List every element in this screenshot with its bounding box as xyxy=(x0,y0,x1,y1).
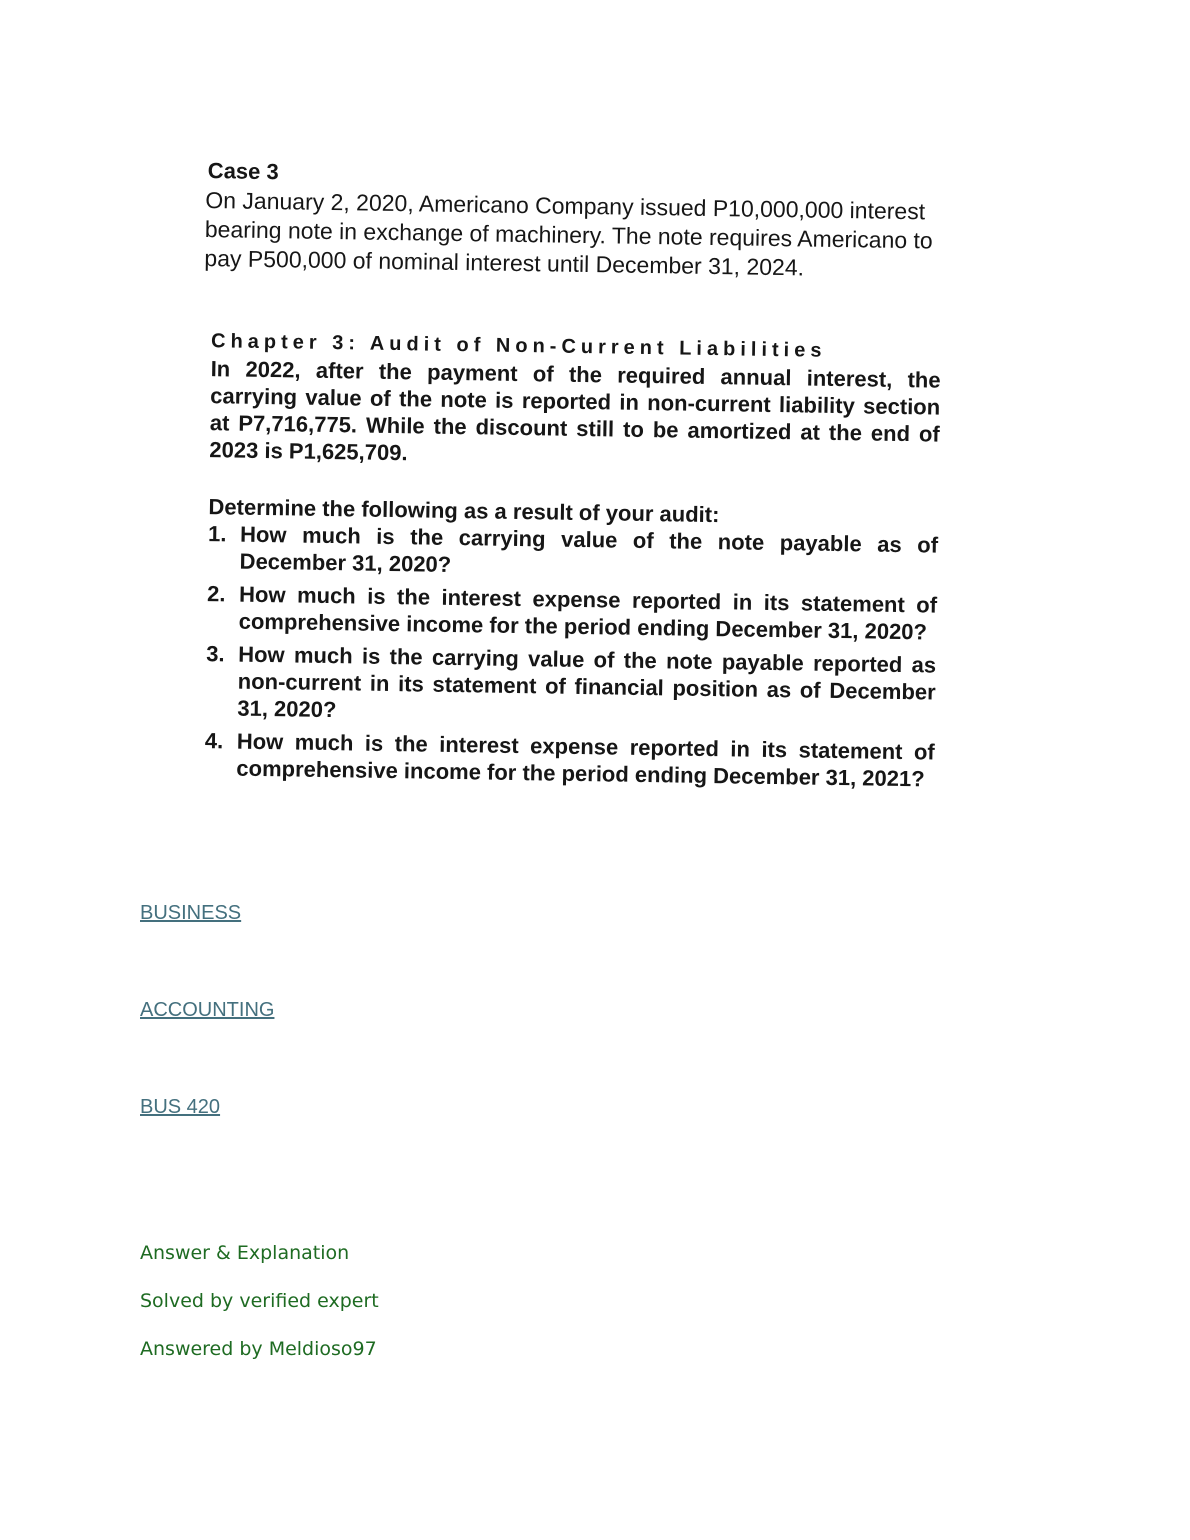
question-item xyxy=(207,520,938,585)
case-title: Case 3 xyxy=(207,158,279,185)
chapter-title: Chapter 3: Audit of Non-Current Liabilities xyxy=(210,330,827,362)
tag-link-course[interactable]: BUS 420 xyxy=(140,1096,221,1118)
question-image xyxy=(194,158,984,799)
question-text: How much is the interest expense reported in its statement of comprehensive income for the period ending December 31, 2021? xyxy=(236,728,935,792)
question-text: How much is the carrying value of the note payable as of December 31, 2020? xyxy=(239,521,939,577)
question-item xyxy=(207,580,938,645)
question-number: 1. xyxy=(207,521,227,547)
answer-heading: Answer & Explanation xyxy=(140,1242,350,1264)
question-number: 2. xyxy=(206,581,226,607)
question-item xyxy=(204,727,935,792)
answer-section xyxy=(140,1240,379,1384)
answered-by-label: Answered by Meldioso97 xyxy=(140,1338,377,1360)
question-text: How much is the interest expense reported in its statement of comprehensive income for the period ending December 31, 2020? xyxy=(238,581,938,645)
chapter-text: In 2022, after the payment of the required annual interest, the carrying value of the note is reported in non-current liability section at P7,716,775. While the discount still to be amortized at the end of 2023 is P1,625,709. xyxy=(209,356,941,466)
question-text: How much is the carrying value of the note payable reported as non-current in its statement of financial position as of December 31, 2020? xyxy=(237,641,937,723)
question-list xyxy=(204,520,938,792)
question-number: 3. xyxy=(206,641,225,667)
tag-link-accounting[interactable]: ACCOUNTING xyxy=(140,999,275,1021)
solved-by-label: Solved by verified expert xyxy=(140,1290,379,1312)
tag-links xyxy=(140,900,274,1191)
instruction: Determine the following as a result of your audit: xyxy=(208,494,720,528)
question-item xyxy=(205,640,936,732)
question-number: 4. xyxy=(204,728,224,754)
case-text: On January 2, 2020, Americano Company issued P10,000,000 interest bearing note in exchange of machinery. The note requires Americano to pay P500,000 of nominal interest until December 31, 2024. xyxy=(204,187,933,281)
tag-link-business[interactable]: BUSINESS xyxy=(140,902,242,924)
